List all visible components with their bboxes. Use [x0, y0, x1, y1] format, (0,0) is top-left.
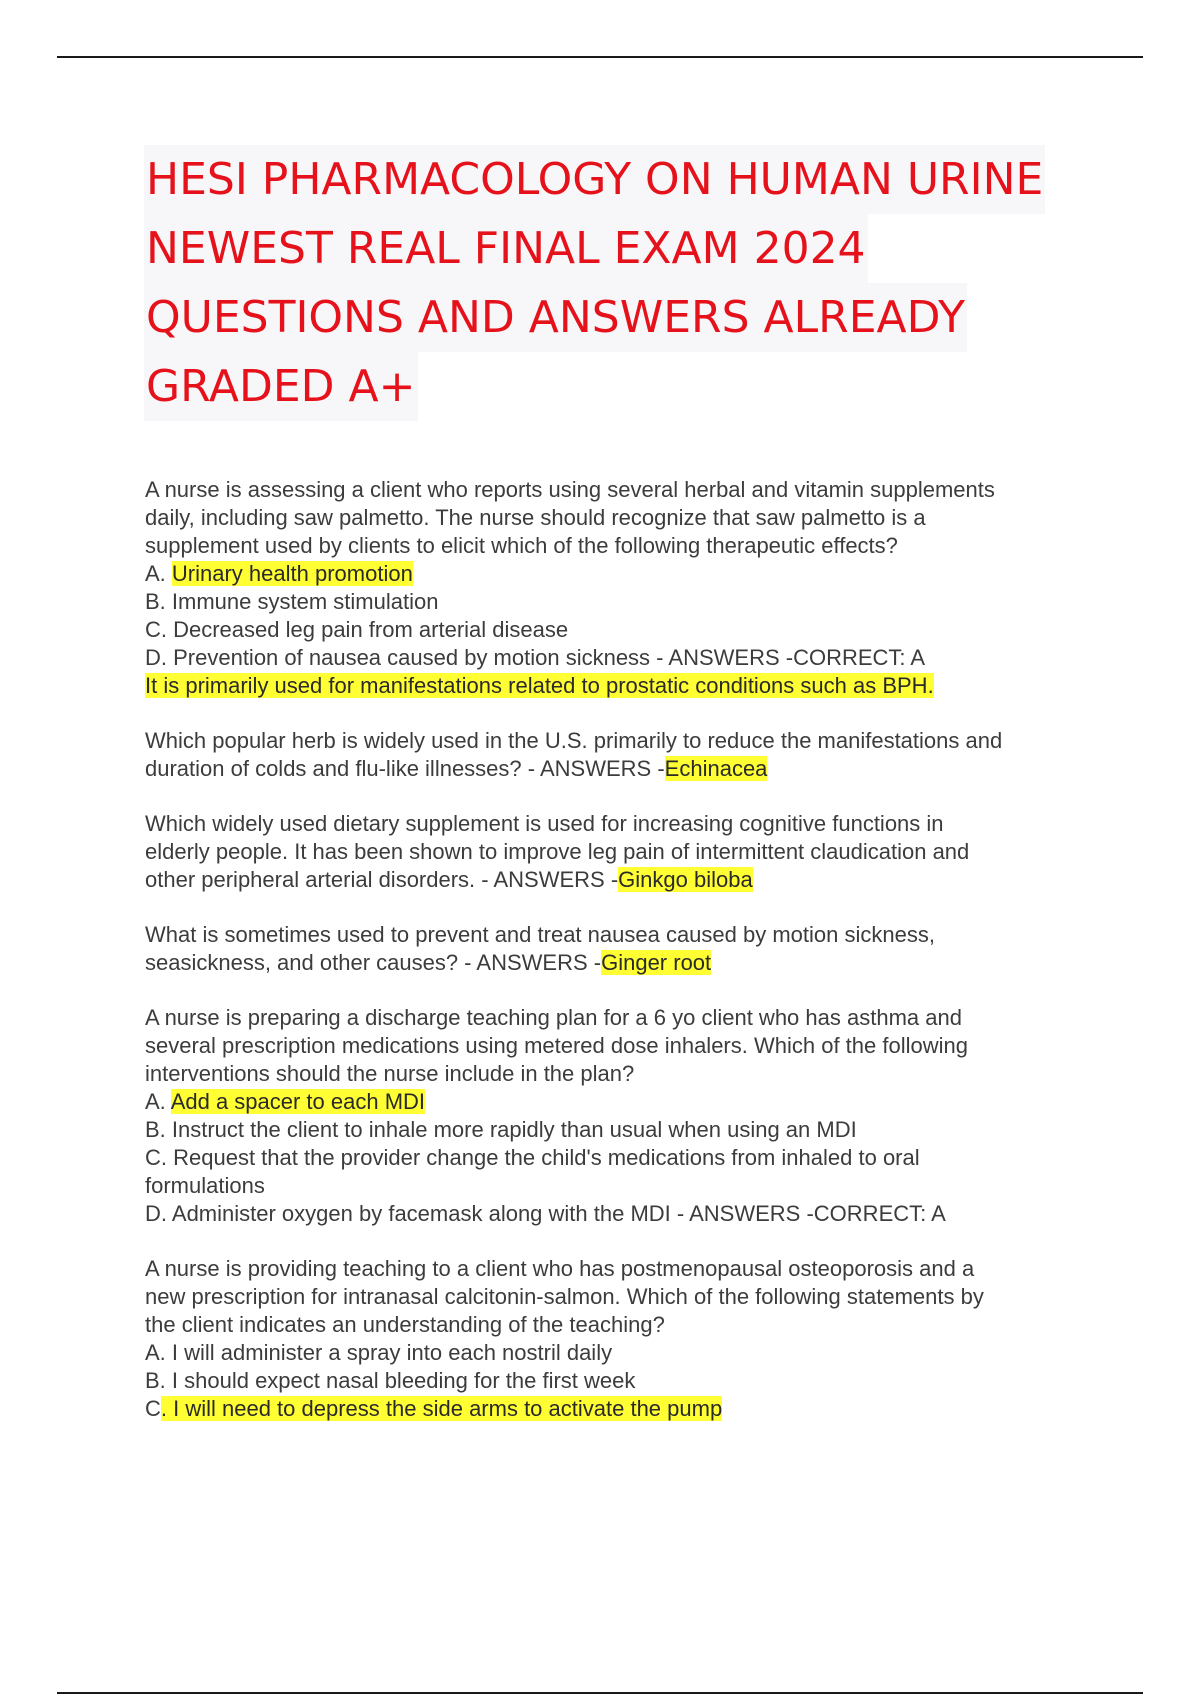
- highlighted-answer: Echinacea: [664, 756, 768, 781]
- question-stem: A nurse is providing teaching to a client who has postmenopausal osteoporosis and a new prescription for intranasal calcitonin-salmon. Which of the following statements by the client indicates an understanding of the teaching?: [145, 1256, 984, 1337]
- title-line: GRADED A+: [144, 352, 418, 421]
- highlighted-answer: Urinary health promotion: [171, 561, 413, 586]
- question-stem: A nurse is assessing a client who reports using several herbal and vitamin supplements daily, including saw palmetto. The nurse should recognize that saw palmetto is a supplement used by clients to elicit which of the following therapeutic effects?: [145, 477, 995, 558]
- question-echinacea: [145, 727, 1095, 783]
- option-c: C. I will need to depress the side arms to activate the pump: [145, 1396, 723, 1421]
- option-b: B. Instruct the client to inhale more rapidly than usual when using an MDI: [145, 1117, 857, 1142]
- title-line: NEWEST REAL FINAL EXAM 2024: [144, 214, 868, 283]
- question-stem: A nurse is preparing a discharge teaching plan for a 6 yo client who has asthma and several prescription medications using metered dose inhalers. Which of the following interventions should the nurse include in the plan?: [145, 1005, 968, 1086]
- question-stem: Which widely used dietary supplement is used for increasing cognitive functions in: [145, 811, 944, 836]
- question-answer-line: seasickness, and other causes? - ANSWERS -Ginger root: [145, 950, 712, 975]
- rationale: [145, 672, 1095, 700]
- title-line: HESI PHARMACOLOGY ON HUMAN URINE: [144, 145, 1045, 214]
- highlighted-answer: Ginger root: [601, 950, 712, 975]
- document-body: [145, 476, 1095, 1450]
- option-a: A. Urinary health promotion: [145, 561, 413, 586]
- option-d: D. Prevention of nausea caused by motion sickness - ANSWERS -CORRECT: A: [145, 645, 926, 670]
- question-stem: Which popular herb is widely used in the U.S. primarily to reduce the manifestations and: [145, 728, 1003, 753]
- option-c-continued: formulations: [145, 1173, 265, 1198]
- option-c: C. Request that the provider change the child's medications from inhaled to oral: [145, 1145, 920, 1170]
- highlighted-rationale: It is primarily used for manifestations related to prostatic conditions such as BPH.: [145, 673, 934, 698]
- highlighted-answer: . I will need to depress the side arms to activate the pump: [160, 1396, 723, 1421]
- document-title: [144, 145, 1064, 421]
- question-answer-line: duration of colds and flu-like illnesses? - ANSWERS -Echinacea: [145, 756, 768, 781]
- title-line: QUESTIONS AND ANSWERS ALREADY: [144, 283, 967, 352]
- option-c: C. Decreased leg pain from arterial disease: [145, 617, 569, 642]
- option-b: B. Immune system stimulation: [145, 589, 439, 614]
- question-answer-line: other peripheral arterial disorders. - ANSWERS -Ginkgo biloba: [145, 867, 753, 892]
- question-ginkgo: [145, 810, 1095, 894]
- highlighted-answer: Ginkgo biloba: [618, 867, 753, 892]
- highlighted-answer: Add a spacer to each MDI: [170, 1089, 426, 1114]
- bottom-rule: [57, 1692, 1143, 1694]
- option-a: A. I will administer a spray into each nostril daily: [145, 1340, 613, 1365]
- question-stem: elderly people. It has been shown to improve leg pain of intermittent claudication and: [145, 839, 970, 864]
- option-d: D. Administer oxygen by facemask along with the MDI - ANSWERS -CORRECT: A: [145, 1201, 946, 1226]
- question-stem: What is sometimes used to prevent and treat nausea caused by motion sickness,: [145, 922, 935, 947]
- question-saw-palmetto: [145, 476, 1095, 700]
- option-a: A. Add a spacer to each MDI: [145, 1089, 426, 1114]
- question-mdi: [145, 1004, 1095, 1228]
- question-calcitonin: [145, 1255, 1095, 1423]
- option-b: B. I should expect nasal bleeding for the first week: [145, 1368, 636, 1393]
- question-ginger: [145, 921, 1095, 977]
- top-rule: [57, 56, 1143, 58]
